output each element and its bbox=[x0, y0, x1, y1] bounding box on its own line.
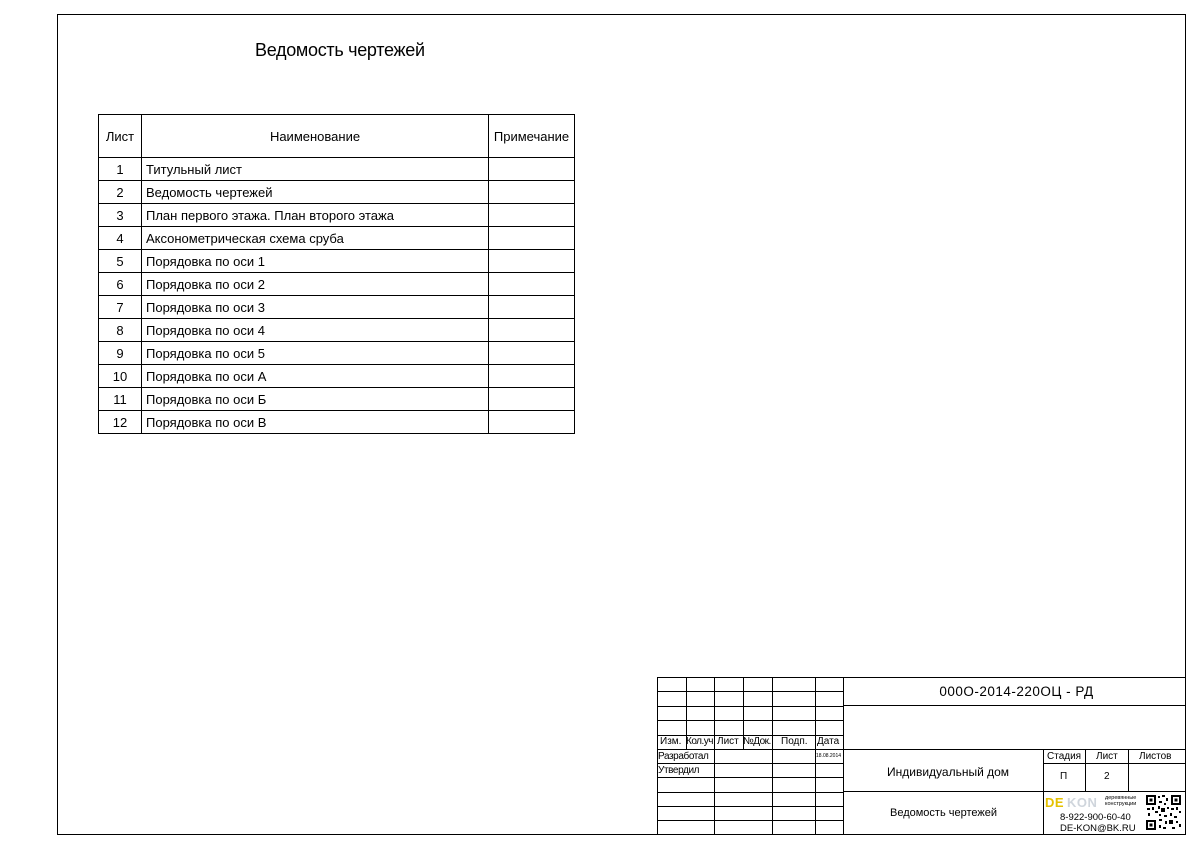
row-sheet-name: Ведомость чертежей bbox=[142, 181, 489, 204]
row-sheet-number: 3 bbox=[99, 204, 142, 227]
sheets-label: Листов bbox=[1139, 751, 1172, 762]
row-sheet-number: 12 bbox=[99, 411, 142, 434]
object-name: Индивидуальный дом bbox=[887, 765, 1010, 779]
table-row bbox=[99, 319, 575, 342]
row-sheet-number: 2 bbox=[99, 181, 142, 204]
row-sheet-number: 6 bbox=[99, 273, 142, 296]
row-note bbox=[489, 388, 575, 411]
row-sheet-name: План первого этажа. План второго этажа bbox=[142, 204, 489, 227]
logo-de: DE bbox=[1045, 795, 1065, 810]
table-row bbox=[99, 388, 575, 411]
table-row bbox=[99, 158, 575, 181]
header-sheet: Лист bbox=[99, 115, 142, 158]
table-row bbox=[99, 273, 575, 296]
row-sheet-number: 5 bbox=[99, 250, 142, 273]
logo-tagline: деревянные конструкции bbox=[1105, 795, 1137, 807]
header-ndok: №Док. bbox=[743, 736, 771, 747]
row-note bbox=[489, 296, 575, 319]
row-note bbox=[489, 250, 575, 273]
header-izm: Изм. bbox=[660, 736, 682, 747]
table-row bbox=[99, 365, 575, 388]
header-note: Примечание bbox=[489, 115, 575, 158]
table-row bbox=[99, 181, 575, 204]
row-note bbox=[489, 227, 575, 250]
header-podp: Подп. bbox=[781, 736, 808, 747]
developed-date: 18.08.2014 bbox=[816, 753, 842, 759]
sheet-label: Лист bbox=[1096, 751, 1118, 762]
logo-kon: KON bbox=[1067, 795, 1098, 810]
row-sheet-name: Титульный лист bbox=[142, 158, 489, 181]
table-row bbox=[99, 342, 575, 365]
sheet-title: Ведомость чертежей bbox=[255, 40, 425, 60]
company-phone: 8-922-900-60-40 bbox=[1060, 812, 1131, 823]
row-sheet-number: 1 bbox=[99, 158, 142, 181]
row-note bbox=[489, 365, 575, 388]
row-note bbox=[489, 181, 575, 204]
stage-label: Стадия bbox=[1047, 751, 1082, 762]
header-kol: Кол.уч bbox=[686, 736, 713, 747]
title-block bbox=[657, 677, 1186, 835]
drawings-list-table bbox=[98, 114, 575, 434]
table-header-row bbox=[99, 115, 575, 158]
document-name: Ведомость чертежей bbox=[890, 807, 998, 819]
company-email: DE-KON@BK.RU bbox=[1060, 823, 1136, 834]
row-sheet-number: 8 bbox=[99, 319, 142, 342]
row-sheet-name: Порядовка по оси Б bbox=[142, 388, 489, 411]
table-row bbox=[99, 250, 575, 273]
table-row bbox=[99, 411, 575, 434]
approved-label: Утвердил bbox=[658, 765, 700, 776]
row-sheet-number: 11 bbox=[99, 388, 142, 411]
table-row bbox=[99, 227, 575, 250]
row-sheet-name: Порядовка по оси 4 bbox=[142, 319, 489, 342]
table-row bbox=[99, 204, 575, 227]
row-note bbox=[489, 204, 575, 227]
row-note bbox=[489, 319, 575, 342]
header-list: Лист bbox=[717, 736, 739, 747]
qr-code-icon bbox=[1145, 794, 1182, 831]
row-sheet-name: Порядовка по оси В bbox=[142, 411, 489, 434]
row-sheet-number: 9 bbox=[99, 342, 142, 365]
row-sheet-name: Порядовка по оси 3 bbox=[142, 296, 489, 319]
row-sheet-number: 7 bbox=[99, 296, 142, 319]
document-code: 000О-2014-220ОЦ - РД bbox=[939, 684, 1094, 699]
row-sheet-name: Порядовка по оси 5 bbox=[142, 342, 489, 365]
sheet-value: 2 bbox=[1104, 771, 1110, 782]
row-sheet-number: 10 bbox=[99, 365, 142, 388]
header-data: Дата bbox=[817, 736, 840, 747]
row-note bbox=[489, 273, 575, 296]
row-sheet-name: Аксонометрическая схема сруба bbox=[142, 227, 489, 250]
row-sheet-name: Порядовка по оси 1 bbox=[142, 250, 489, 273]
row-sheet-name: Порядовка по оси 2 bbox=[142, 273, 489, 296]
row-note bbox=[489, 342, 575, 365]
row-note bbox=[489, 411, 575, 434]
stage-value: П bbox=[1060, 771, 1068, 782]
row-note bbox=[489, 158, 575, 181]
header-name: Наименование bbox=[142, 115, 489, 158]
row-sheet-number: 4 bbox=[99, 227, 142, 250]
developed-label: Разработал bbox=[658, 751, 709, 762]
table-row bbox=[99, 296, 575, 319]
row-sheet-name: Порядовка по оси А bbox=[142, 365, 489, 388]
